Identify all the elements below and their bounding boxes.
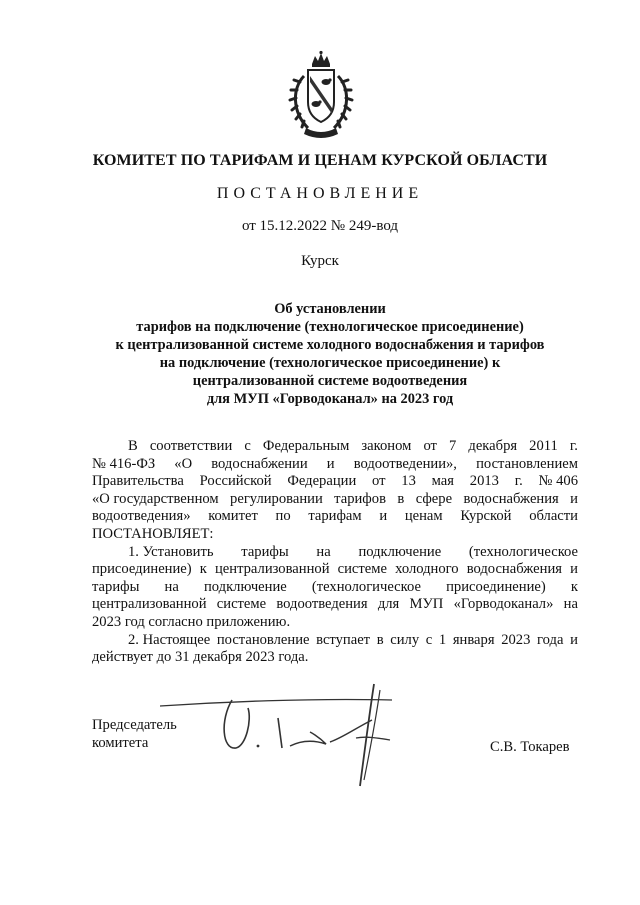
title-line: для МУП «Горводоканал» на 2023 год [206,391,454,407]
word: г. [569,438,578,454]
preamble-line [92,438,578,456]
word: холодного [395,561,459,578]
word: и [570,631,578,648]
word: № 406 [538,473,578,490]
organization-name: КОМИТЕТ ПО ТАРИФАМ И ЦЕНАМ КУРСКОЙ ОБЛАСТИ [92,152,548,169]
preamble-line [92,508,578,526]
word: 2023 [501,631,531,648]
word: на [316,543,331,560]
handwritten-signature [160,680,400,790]
word: 2011 [529,438,558,454]
word: г. [514,473,523,490]
word: водоснабжения [463,490,559,507]
word: и [326,455,335,472]
word: и [379,508,388,525]
document-city: Курск [301,253,339,269]
word: на [563,596,578,613]
word: вступает [316,631,371,648]
item2-line [92,632,578,650]
resolves-line: ПОСТАНОВЛЯЕТ: [92,525,214,542]
document-title [80,300,580,408]
word: мая [431,473,454,490]
item1-line [92,596,578,614]
item1-line [92,579,578,597]
word: МУП [409,596,444,613]
word: Федерации [287,473,357,490]
word: 2013 [469,473,499,490]
word: и [570,490,578,507]
preamble-line [92,473,578,491]
word: водоотведении», [353,455,457,472]
word: в [376,631,384,648]
word: от [372,473,386,490]
word: сфере [415,490,453,507]
word: «О государственном [92,490,219,507]
word: централизованной [214,561,330,578]
word: водоотведения» [92,508,191,525]
word: и [570,561,578,578]
title-line: на подключение (технологическое присоединение) к [159,355,501,371]
preamble-line [92,456,578,474]
word: тарифов [334,490,386,507]
word: «О [174,455,193,472]
word: января [452,631,495,648]
document-date-number: от 15.12.2022 № 249-вод [241,218,399,234]
document-type: ПОСТАНОВЛЕНИЕ [216,185,424,202]
word: тарифы [92,578,140,595]
word: регулировании [230,490,323,507]
word: Курской [460,508,512,525]
word: № 416-ФЗ [92,455,156,472]
word: (технологическое [311,578,421,595]
word: системе [216,596,267,613]
word: с [425,631,433,648]
word: водоснабжения [466,561,562,578]
word: 1 [438,631,447,648]
word: тарифам [308,508,362,525]
word: Российской [199,473,272,490]
title-line: тарифов на подключение (технологическое присоединение) [136,319,524,335]
word: «Горводоканал» [453,596,554,613]
word: постановлением [476,455,578,472]
coat-of-arms-icon [286,50,356,138]
word: соответствии [149,438,233,454]
signatory-position [92,716,177,752]
word: года [537,631,564,648]
word: ценам [404,508,443,525]
word: системе [337,561,387,578]
word: к [570,578,578,595]
word: тарифы [241,543,289,560]
word: 13 [401,473,416,490]
signatory-position-line: Председатель [92,717,177,733]
word: на [164,578,179,595]
word: подключение [203,578,287,595]
word: 2. Настоящее [128,631,211,648]
item1-line [92,544,578,562]
word: силу [390,631,420,648]
word: В [128,438,138,454]
title-line: к централизованной системе холодного водоснабжения и тарифов [115,337,545,353]
word: (технологическое [468,543,578,560]
word: присоединение) [446,578,546,595]
word: 7 [449,438,457,454]
word: присоединение) [92,561,192,578]
title-line: централизованной системе водоотведения [192,373,468,389]
word: водоснабжении [211,455,308,472]
document-body [92,438,578,667]
word: Правительства [92,473,184,490]
word: с [244,438,251,454]
word: к [199,561,207,578]
word: области [529,508,578,525]
signatory-name: С.В. Токарев [490,739,570,755]
word: постановление [216,631,310,648]
word: в [397,490,405,507]
item1-line [92,561,578,579]
word: от [423,438,437,454]
word: централизованной [92,596,207,613]
preamble-line [92,491,578,509]
item1-line: 2023 год согласно приложению. [92,613,291,630]
word: водоотведения [276,596,368,613]
word: декабря [468,438,518,454]
signatory-position-line: комитета [92,735,149,751]
item2-line: действует до 31 декабря 2023 года. [92,649,309,666]
word: Федеральным [262,438,350,454]
word: для [377,596,400,613]
title-line: Об установлении [274,301,386,317]
word: комитет [208,508,258,525]
word: 1. Установить [128,543,214,560]
word: по [275,508,291,525]
word: подключение [358,543,442,560]
word: законом [361,438,412,454]
